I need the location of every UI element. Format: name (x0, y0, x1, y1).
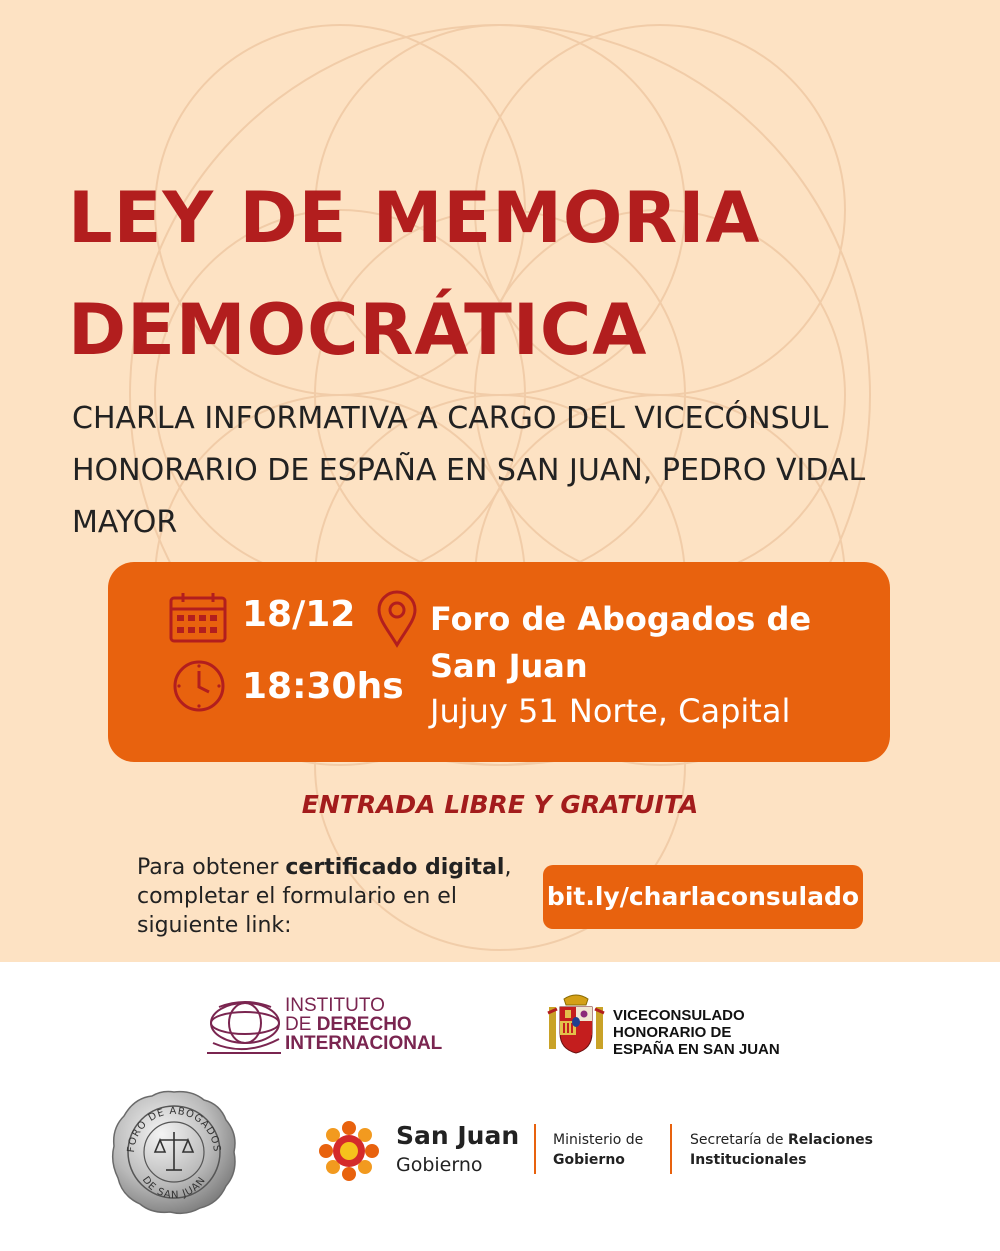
cert-text-suffix: , completar el formulario en el siguiente link: (137, 855, 512, 938)
certificate-instructions (137, 853, 537, 940)
vice-line-3: ESPAÑA EN SAN JUAN (613, 1041, 780, 1058)
secretaria-text (690, 1130, 873, 1170)
secretaria-bold-1: Relaciones (787, 1132, 873, 1148)
spain-coat-of-arms-icon (545, 993, 607, 1057)
vice-line-1: VICECONSULADO (613, 1007, 745, 1024)
ministerio-line-1: Ministerio de (553, 1132, 644, 1148)
title-line-1: LEY DE MEMORIA (68, 177, 761, 259)
secretaria-bold-2: Institucionales (690, 1152, 807, 1168)
event-date: 18/12 (242, 594, 356, 635)
cert-text-bold: certificado digital (285, 855, 505, 880)
cert-text-prefix: Para obtener (137, 855, 286, 880)
event-details-box (108, 562, 890, 762)
instituto-logo-text (285, 996, 442, 1053)
calendar-icon (168, 592, 228, 644)
idi-line-1: INSTITUTO (285, 995, 385, 1016)
divider-1 (534, 1124, 536, 1174)
ministerio-line-2: Gobierno (553, 1152, 625, 1168)
san-juan-name: San Juan (396, 1121, 520, 1150)
secretaria-prefix: Secretaría de (690, 1132, 788, 1148)
idi-line-2-prefix: DE (285, 1014, 317, 1035)
event-address: Jujuy 51 Norte, Capital (430, 692, 791, 730)
clock-icon (172, 659, 226, 713)
viceconsulado-logo-text (613, 1007, 780, 1058)
event-subtitle: CHARLA INFORMATIVA A CARGO DEL VICECÓNSUL HONORARIO DE ESPAÑA EN SAN JUAN, PEDRO VIDAL MAYOR (72, 401, 866, 540)
entry-notice: ENTRADA LIBRE Y GRATUITA (301, 790, 699, 819)
idi-line-2-bold: DERECHO (316, 1014, 412, 1035)
ministerio-text (553, 1130, 643, 1170)
location-pin-icon (376, 590, 418, 648)
event-time: 18:30hs (242, 666, 404, 707)
vice-line-2: HONORARIO DE (613, 1024, 732, 1041)
title-line-2: DEMOCRÁTICA (68, 289, 648, 371)
svg-text:DE SAN JUAN: DE SAN JUAN (139, 1174, 209, 1202)
san-juan-flower-logo (318, 1120, 380, 1182)
divider-2 (670, 1124, 672, 1174)
event-title (68, 162, 761, 386)
instituto-derecho-internacional-logo (205, 995, 283, 1057)
event-venue: Foro de Abogados de San Juan (430, 600, 812, 685)
registration-link-button[interactable]: bit.ly/charlaconsulado (543, 865, 863, 929)
idi-line-3: INTERNACIONAL (285, 1033, 443, 1054)
foro-de-abogados-seal (108, 1088, 240, 1216)
svg-text:FORO DE ABOGADOS: FORO DE ABOGADOS (125, 1105, 223, 1154)
san-juan-gobierno: Gobierno (396, 1154, 483, 1176)
